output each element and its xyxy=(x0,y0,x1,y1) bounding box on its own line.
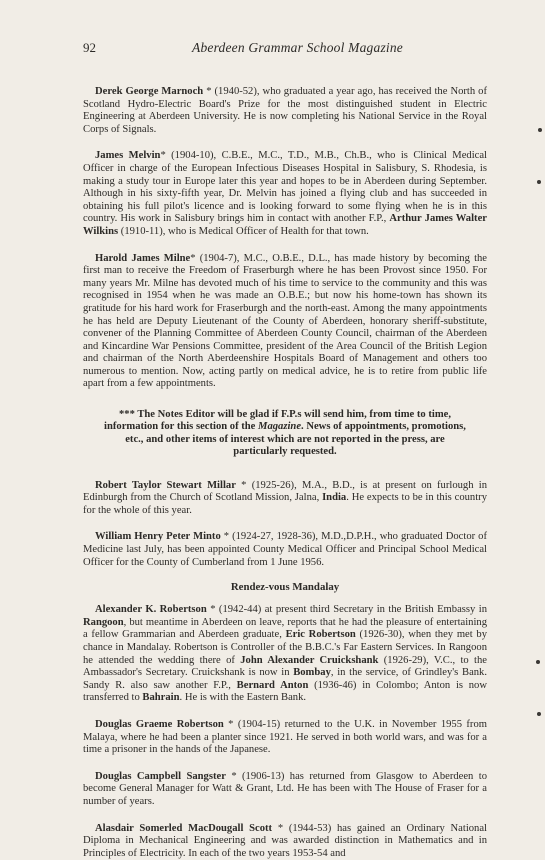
section-subheading: Rendez-vous Mandalay xyxy=(230,581,340,594)
name-cruickshank: John Alexander Cruickshank xyxy=(240,654,379,666)
entry-text: * (1942-44) at present third Secretary in the British Embassy in xyxy=(206,604,488,616)
entry-text: , in the service, of Grindley's Bank. Sandy R. also saw another F.P., xyxy=(83,667,488,691)
place-bahrain: Bahrain xyxy=(142,692,180,704)
entry-place: India xyxy=(322,492,347,504)
entry-text: * (1906-13) has returned from Glasgow to Aberdeen to become General Manager for Watt & Grant, Ltd. He has been with The House of Fraser for a number of years. xyxy=(83,770,487,807)
page-speck xyxy=(536,660,540,664)
page-speck xyxy=(537,712,541,716)
entry-text: * (1904-15) returned to the U.K. in November 1955 from Malaya, where he had been a planter since 1921. He served in both world wars, and was for a time a prisoner in the hands of the Japanese. xyxy=(83,719,487,756)
entry-marnoch xyxy=(83,86,487,136)
entry-text-continued: . He expects to be in this country for the whole of this year. xyxy=(83,492,487,516)
entry-name-secondary: Arthur James Walter Wilkins xyxy=(83,213,487,237)
entry-text: * (1924-27, 1928-36), M.D.,D.P.H., who graduated Doctor of Medicine last July, has been appointed County Medical Officer and Principal School Medical Officer for the County of Cumberland from 1 June 1956. xyxy=(83,531,487,568)
entry-text: * (1940-52), who graduated a year ago, has received the North of Scotland Hydro-Electric Board's Prize for the most distinguished student in Electric Engineering at Aberdeen University. He is now completing his National Service in the Royal Corps of Signals. xyxy=(83,86,487,135)
entry-sangster xyxy=(83,771,487,809)
page-speck xyxy=(537,180,541,184)
entry-name: Alasdair Somerled MacDougall Scott xyxy=(95,822,273,834)
entry-text: (1926-29), V.C., to the Ambassador's Secretary. Cruickshank is now in xyxy=(83,654,487,679)
entry-name: William Henry Peter Minto xyxy=(95,531,221,543)
entry-text: * (1904-7), M.C., O.B.E., D.L., has made history by becoming the first man to receive the Freedom of Fraserburgh where he has been Provost since 1950. For many years Mr. Milne has devoted much of his time to service to the community and this was recognised in 1954 when he was made an O.B.E.; but now his home-town has shown its gratitude for his hard work for Fraserburgh and the north-east. Among the many appointments he has held are Deputy Lieutenant of the County of Aberdeen, honorary sheriff-substitute, convener of the Planning Committee of Aberdeen County Council, chairman of the Aberdeen and Kincardine War Pensions Committee, president of the Area Council of the British Legion and chairman of the North Aberdeenshire Hospitals Board of Management and others too numerous to mention. Now, acting partly on medical advice, he is to retire from public life apart from a few appointments. xyxy=(83,252,488,390)
page-speck xyxy=(538,128,542,132)
entry-name: Douglas Graeme Robertson xyxy=(95,719,224,730)
entry-text: (1926-30), when they met by chance in Mandalay. Robertson is Controller of the B.B.C.'s Far Eastern Services. In Rangoon he attended the wedding there of xyxy=(83,629,488,666)
entry-minto xyxy=(83,531,487,569)
entry-text: * (1944-53) has gained an Ordinary National Diploma in Mechanical Engineering and was awarded distinction in Mathematics and in Principles of Electricity. In each of the two years 1953-54 and xyxy=(83,822,487,859)
entry-name: Harold James Milne xyxy=(95,252,191,264)
entry-text: , but meantime in Aberdeen on leave, reports that he had the pleasure of entertaining a fellow Grammarian and Aberdeen graduate, xyxy=(83,616,487,641)
entry-scott xyxy=(83,823,487,860)
entry-text-continued: (1910-11), who is Medical Officer of Health for that town. xyxy=(118,225,369,237)
page-header xyxy=(83,40,487,56)
name-eric-robertson: Eric Robertson xyxy=(285,629,356,641)
entry-text: (1936-46) in Colombo; Anton is now transferred to xyxy=(83,679,487,704)
page-number: 92 xyxy=(83,40,96,55)
entry-name: Robert Taylor Stewart Millar xyxy=(95,479,236,491)
name-bernard-anton: Bernard Anton xyxy=(236,679,309,691)
entry-text: . He is with the Eastern Bank. xyxy=(179,692,307,704)
entry-robertson-mandalay xyxy=(83,604,487,705)
entry-melvin xyxy=(83,150,487,238)
notice-magazine: Magazine xyxy=(258,421,302,433)
editor-notice xyxy=(99,409,471,459)
entry-name: Douglas Campbell Sangster xyxy=(95,770,226,782)
journal-title: Aberdeen Grammar School Magazine xyxy=(192,40,403,55)
entry-milne xyxy=(83,253,487,392)
entry-name: Alexander K. Robertson xyxy=(95,604,207,616)
entry-name: James Melvin xyxy=(95,150,161,162)
entry-millar xyxy=(83,480,487,518)
entry-douglas-robertson xyxy=(83,719,487,757)
notice-text-continued: . News of appointments, promotions, etc., and other items of interest which are not reported in the press, are particularly requested. xyxy=(125,421,466,458)
place-rangoon: Rangoon xyxy=(83,616,124,628)
entry-text: * (1904-10), C.B.E., M.C., T.D., M.B., Ch.B., who is Clinical Medical Officer in charge of the European Infectious Diseases Hospital in Salisbury, S. Rhodesia, is making a study tour in Europe later this year and hopes to be in Aberdeen during September. Although in his sixty-fifth year, Dr. Melvin has joined a flying club and has succeeded in obtaining his full pilot's licence and is looking forward to some flying when he is in this country. His work in Salisbury brings him in contact with another F.P., xyxy=(83,150,487,225)
notice-text: *** The Notes Editor will be glad if F.P.s will send him, from time to time, information for this section of the xyxy=(104,409,452,433)
entry-name: Derek George Marnoch xyxy=(95,86,204,97)
place-bombay: Bombay xyxy=(293,667,331,679)
entry-text: * (1925-26), M.A., B.D., is at present on furlough in Edinburgh from the Church of Scotland Mission, Jalna, xyxy=(83,479,488,504)
